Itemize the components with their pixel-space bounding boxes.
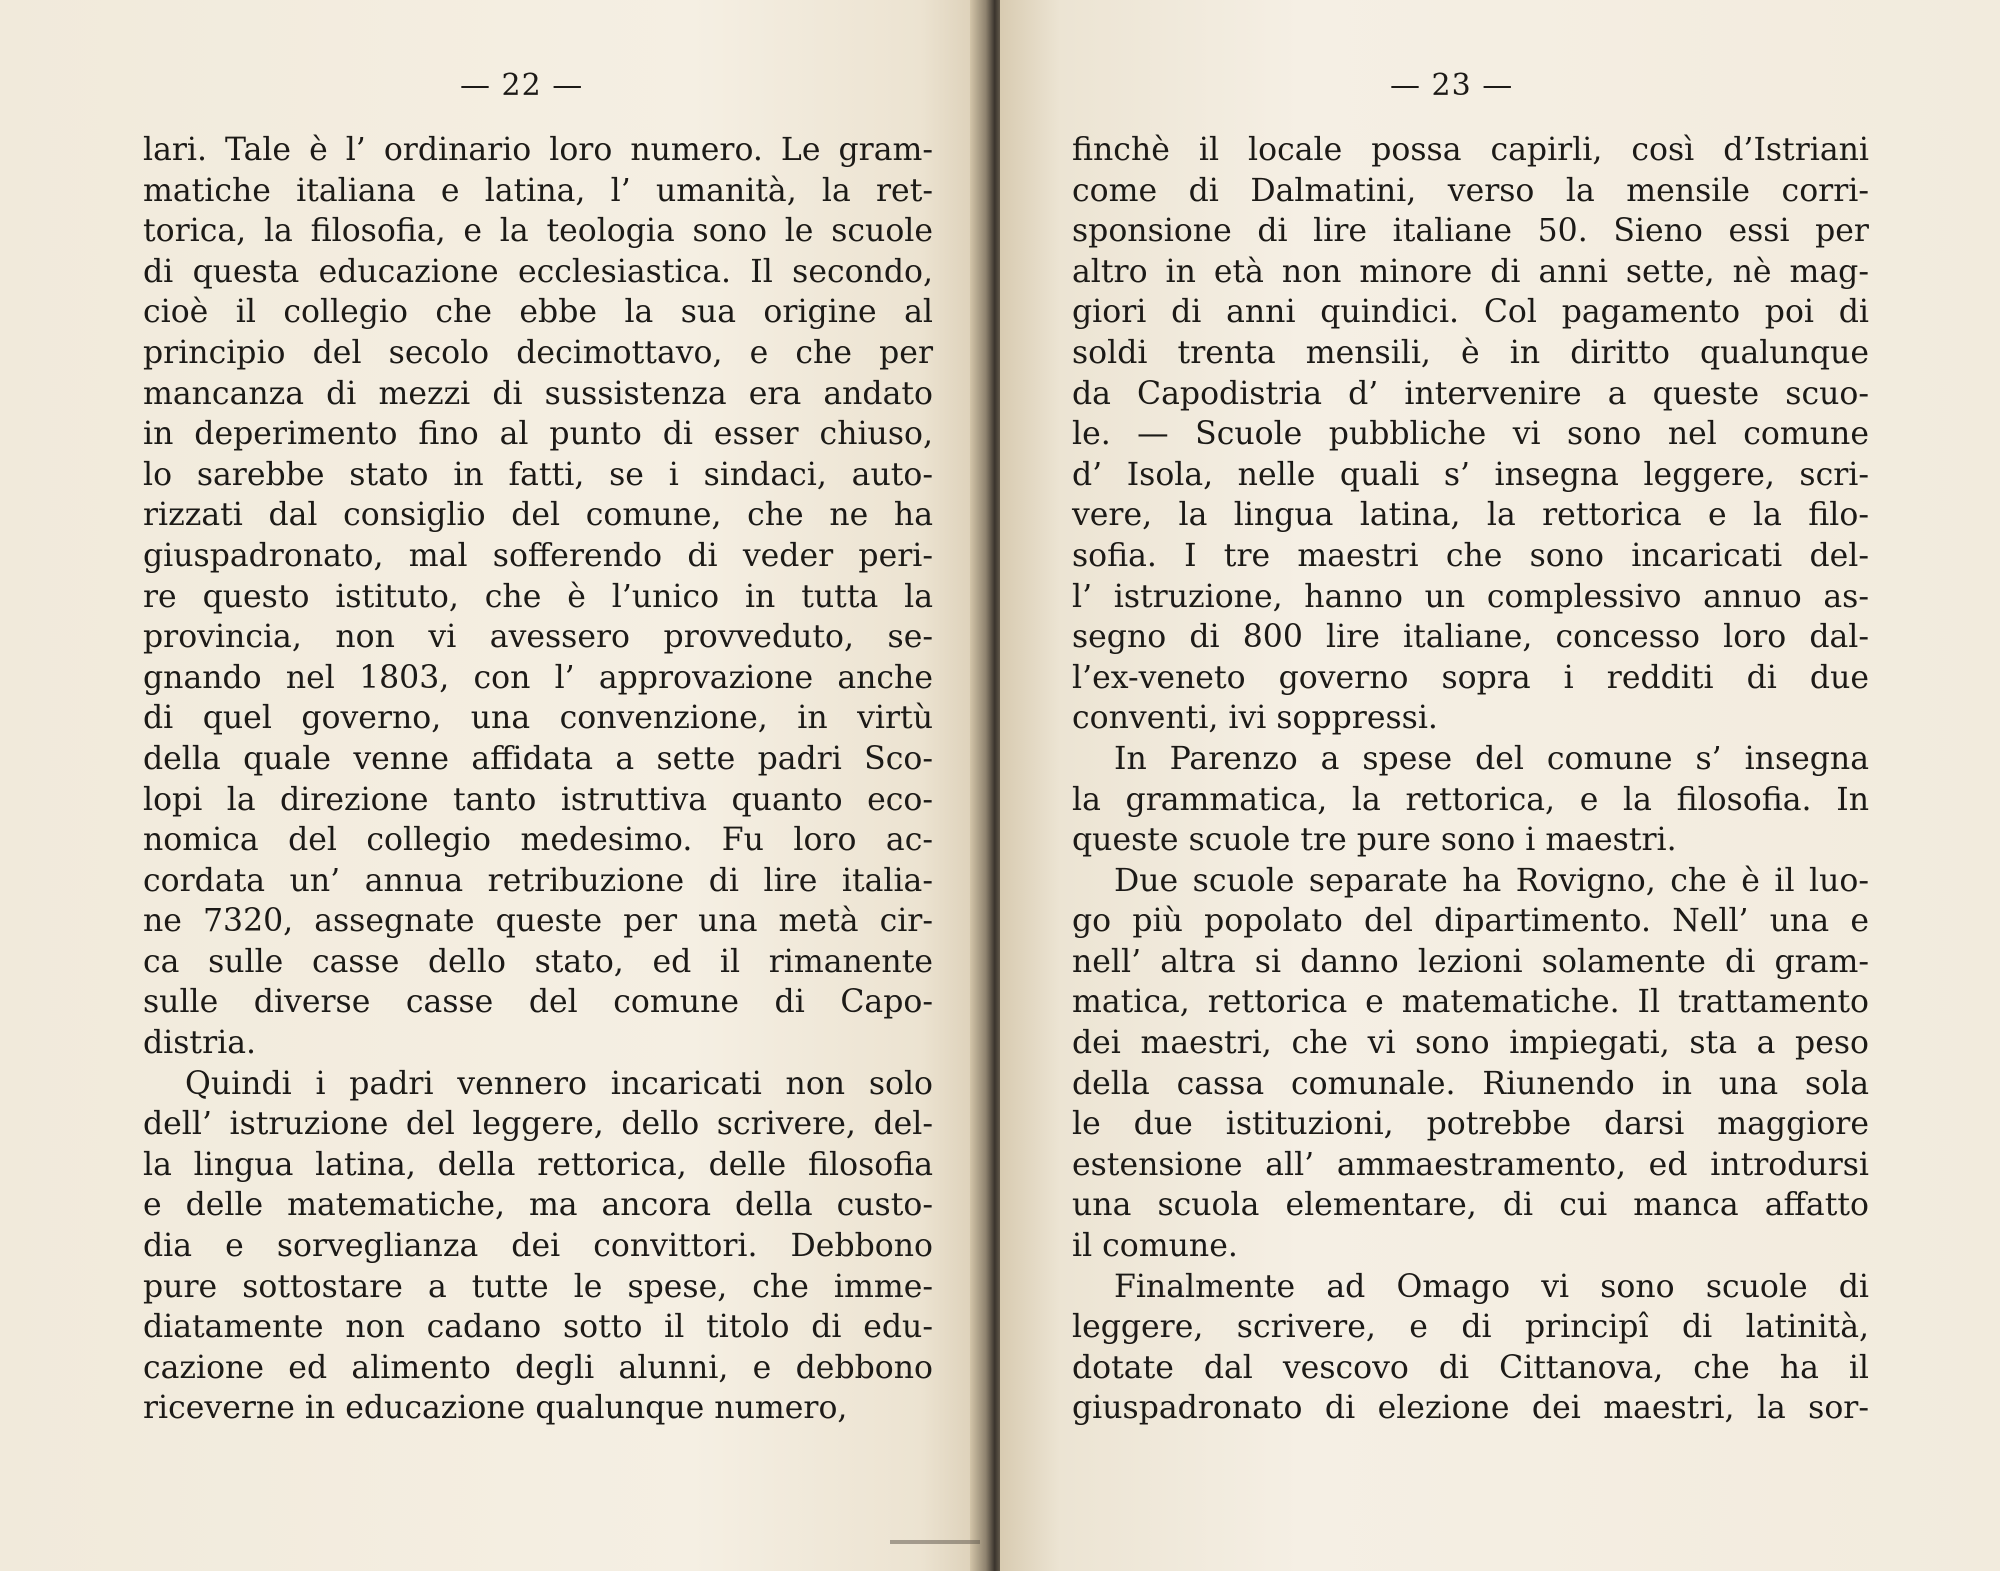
text-line: pure sottostare a tutte le spese, che imme- [143,1268,933,1305]
text-line: della cassa comunale. Riunendo in una sola [1072,1065,1869,1102]
text-line: queste scuole tre pure sono i maestri. [1072,822,1677,859]
text-line: cordata un’ annua retribuzione di lire italia- [143,862,933,899]
page-edge-shadow [890,1540,980,1544]
left-page-text [143,130,933,1429]
text-line: Due scuole separate ha Rovigno, che è il luo- [1114,862,1869,899]
text-line: estensione all’ ammaestramento, ed introdursi [1072,1146,1869,1183]
page-number-left: — 22 — [460,68,584,103]
text-line: l’ex-veneto governo sopra i redditi di due [1072,659,1869,696]
page-number-right: — 23 — [1390,68,1514,103]
text-line: sulle diverse casse del comune di Capo- [143,984,933,1021]
text-line: lo sarebbe stato in fatti, se i sindaci, auto- [143,456,933,493]
text-line: segno di 800 lire italiane, concesso loro dal- [1072,619,1869,656]
text-line: della quale venne affidata a sette padri Sco- [143,740,933,777]
text-line: lopi la direzione tanto istruttiva quanto eco- [143,781,933,818]
text-line: In Parenzo a spese del comune s’ insegna [1114,740,1869,777]
text-line: finchè il locale possa capirli, così d’Istriani [1072,132,1869,168]
text-line: gnando nel 1803, con l’ approvazione anche [143,659,933,696]
right-page [1000,0,2000,1571]
left-page [0,0,990,1571]
text-line: l’ istruzione, hanno un complessivo annuo as- [1072,578,1869,615]
text-line: Quindi i padri vennero incaricati non solo [185,1065,933,1102]
text-line: giori di anni quindici. Col pagamento poi di [1072,294,1869,331]
right-page-text [1072,130,1869,1429]
text-line: go più popolato del dipartimento. Nell’ una e [1072,903,1869,940]
text-line: da Capodistria d’ intervenire a queste scuo- [1072,375,1869,412]
text-line: di questa educazione ecclesiastica. Il secondo, [143,253,933,290]
text-line: re questo istituto, che è l’unico in tutta la [143,578,933,615]
text-line: principio del secolo decimottavo, e che per [143,334,933,371]
text-line: provincia, non vi avessero provveduto, se- [143,619,933,656]
text-line: matica, rettorica e matematiche. Il trattamento [1072,984,1869,1021]
text-line: sponsione di lire italiane 50. Sieno essi per [1072,213,1869,250]
text-line: vere, la lingua latina, la rettorica e la filo- [1072,497,1869,534]
text-line: altro in età non minore di anni sette, nè mag- [1072,253,1869,290]
text-line: ne 7320, assegnate queste per una metà cir- [143,903,933,940]
text-line: come di Dalmatini, verso la mensile corri- [1072,172,1869,209]
text-line: le. — Scuole pubbliche vi sono nel comune [1072,416,1869,453]
text-line: nell’ altra si danno lezioni solamente di gram- [1072,943,1869,980]
text-line: cioè il collegio che ebbe la sua origine al [143,294,933,331]
text-line: dell’ istruzione del leggere, dello scrivere, del- [143,1106,933,1143]
text-line: riceverne in educazione qualunque numero, [143,1390,848,1427]
text-line: dei maestri, che vi sono impiegati, sta a peso [1072,1025,1869,1062]
text-line: cazione ed alimento degli alunni, e debbono [143,1349,933,1386]
text-line: una scuola elementare, di cui manca affatto [1072,1187,1869,1224]
text-line: leggere, scrivere, e di principî di latinità, [1072,1309,1869,1346]
text-line: sofia. I tre maestri che sono incaricati del- [1072,537,1869,574]
text-line: torica, la filosofia, e la teologia sono le scuole [143,213,933,250]
text-line: distria. [143,1025,256,1062]
text-line: ca sulle casse dello stato, ed il rimanente [143,943,933,980]
text-line: di quel governo, una convenzione, in virtù [143,700,933,737]
text-line: la lingua latina, della rettorica, delle filosofia [143,1146,933,1183]
text-line: in deperimento fino al punto di esser chiuso, [143,416,933,453]
text-line: e delle matematiche, ma ancora della custo- [143,1187,933,1224]
text-line: la grammatica, la rettorica, e la filosofia. In [1072,781,1869,818]
text-line: lari. Tale è l’ ordinario loro numero. Le gram- [143,132,933,168]
text-line: matiche italiana e latina, l’ umanità, la ret- [143,172,933,209]
text-line: giuspadronato, mal sofferendo di veder peri- [143,537,933,574]
text-line: mancanza di mezzi di sussistenza era andato [143,375,933,412]
text-line: soldi trenta mensili, è in diritto qualunque [1072,334,1869,371]
text-line: le due istituzioni, potrebbe darsi maggiore [1072,1106,1869,1143]
text-line: giuspadronato di elezione dei maestri, la sor- [1072,1390,1869,1427]
text-line: rizzati dal consiglio del comune, che ne ha [143,497,933,534]
text-line: diatamente non cadano sotto il titolo di edu- [143,1309,933,1346]
text-line: nomica del collegio medesimo. Fu loro ac- [143,822,933,859]
text-line: dia e sorveglianza dei convittori. Debbono [143,1228,933,1265]
text-line: il comune. [1072,1228,1238,1265]
text-line: dotate dal vescovo di Cittanova, che ha il [1072,1349,1869,1386]
text-line: conventi, ivi soppressi. [1072,700,1438,737]
text-line: Finalmente ad Omago vi sono scuole di [1114,1268,1869,1305]
text-line: d’ Isola, nelle quali s’ insegna leggere, scri- [1072,456,1869,493]
